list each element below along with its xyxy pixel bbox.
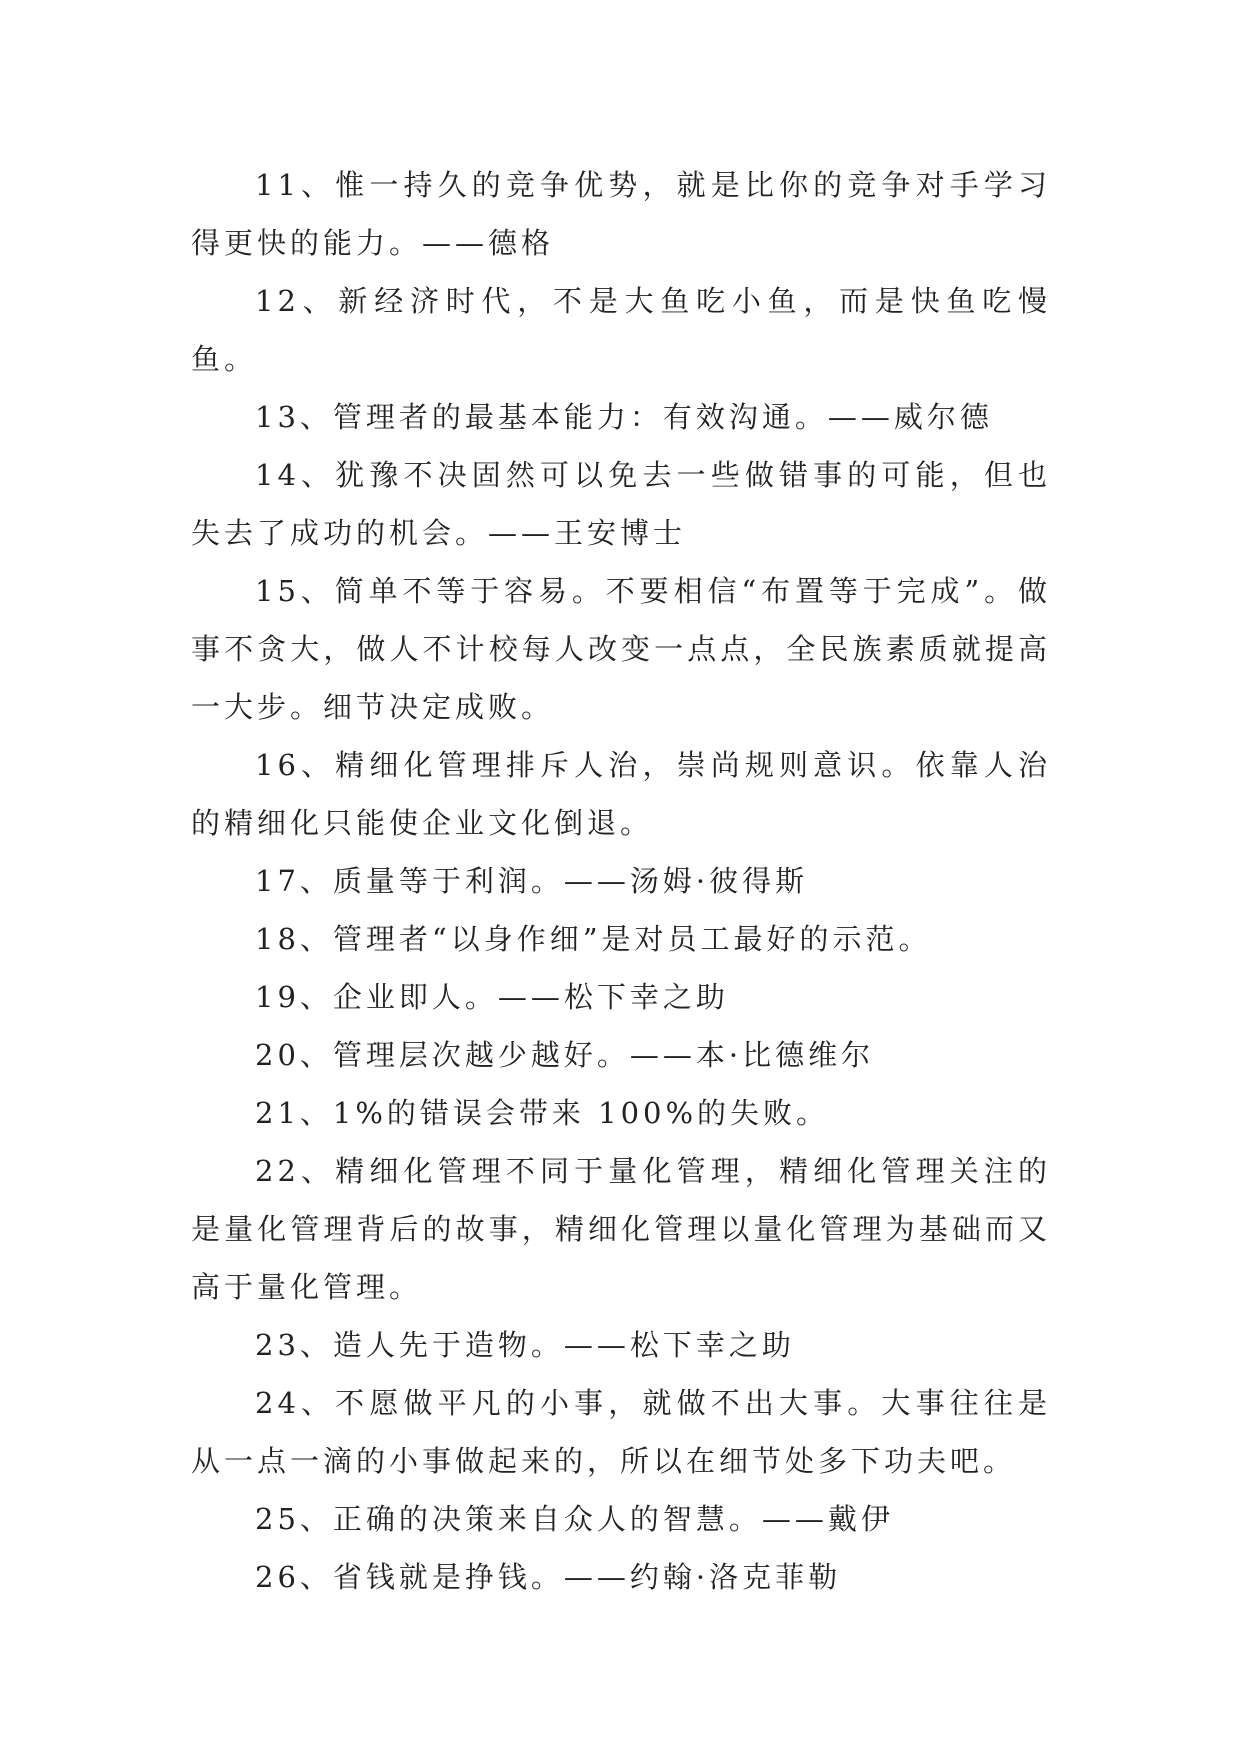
quote-paragraph-13: 13、管理者的最基本能力：有效沟通。——威尔德	[255, 400, 993, 434]
quote-paragraph-21: 21、1%的错误会带来 100%的失败。	[255, 1096, 830, 1130]
quote-paragraph-11: 11、惟一持久的竞争优势，就是比你的竞争对手学习得更快的能力。——德格	[191, 168, 1051, 260]
quote-paragraph-17: 17、质量等于利润。——汤姆·彼得斯	[255, 864, 809, 898]
quote-paragraph-16: 16、精细化管理排斥人治，崇尚规则意识。依靠人治的精细化只能使企业文化倒退。	[191, 748, 1051, 840]
quote-paragraph-24: 24、不愿做平凡的小事，就做不出大事。大事往往是从一点一滴的小事做起来的，所以在细节处多下功夫吧。	[191, 1386, 1051, 1478]
quote-paragraph-14: 14、犹豫不决固然可以免去一些做错事的可能，但也失去了成功的机会。——王安博士	[191, 458, 1051, 550]
quote-paragraph-18: 18、管理者“以身作细”是对员工最好的示范。	[255, 922, 932, 956]
quote-paragraph-23: 23、造人先于造物。——松下幸之助	[255, 1328, 795, 1362]
quote-paragraph-15: 15、简单不等于容易。不要相信“布置等于完成”。做事不贪大，做人不计校每人改变一点点，全民族素质就提高一大步。细节决定成败。	[191, 574, 1051, 724]
quote-paragraph-12: 12、新经济时代，不是大鱼吃小鱼，而是快鱼吃慢鱼。	[191, 284, 1051, 376]
quote-paragraph-22: 22、精细化管理不同于量化管理，精细化管理关注的是量化管理背后的故事，精细化管理以量化管理为基础而又高于量化管理。	[191, 1154, 1051, 1304]
quote-paragraph-19: 19、企业即人。——松下幸之助	[255, 980, 729, 1014]
quote-paragraph-25: 25、正确的决策来自众人的智慧。——戴伊	[255, 1502, 894, 1536]
quote-list	[191, 156, 1051, 1606]
quote-paragraph-20: 20、管理层次越少越好。——本·比德维尔	[255, 1038, 875, 1072]
quote-paragraph-26: 26、省钱就是挣钱。——约翰·洛克菲勒	[255, 1560, 842, 1594]
